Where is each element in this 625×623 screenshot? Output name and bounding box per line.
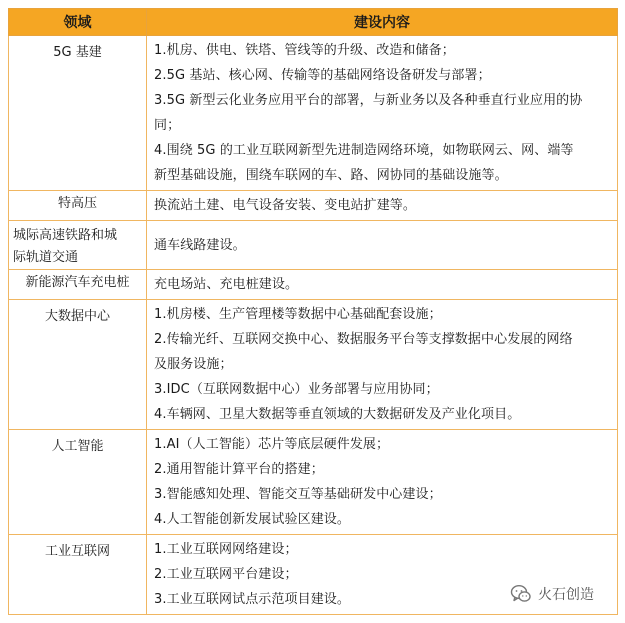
content-line: 3.工业互联网试点示范项目建设。	[154, 592, 351, 607]
content-cell	[147, 270, 618, 300]
content-line: 2.传输光纤、互联网交换中心、数据服务平台等支撑数据中心发展的网络	[154, 332, 573, 347]
table-row	[9, 191, 618, 221]
content-cell	[147, 36, 618, 191]
content-line: 4.车辆网、卫星大数据等垂直领域的大数据研发及产业化项目。	[154, 407, 521, 422]
table-row	[9, 36, 618, 191]
content-line: 同；	[154, 118, 181, 133]
infrastructure-table	[8, 8, 618, 615]
watermark	[510, 583, 594, 605]
content-cell	[147, 221, 618, 270]
content-line: 3.IDC（互联网数据中心）业务部署与应用协同；	[154, 382, 439, 397]
content-cell	[147, 191, 618, 221]
content-line: 2.工业互联网平台建设；	[154, 567, 298, 582]
header-domain: 领域	[9, 9, 147, 36]
content-line: 4.围绕 5G 的工业互联网新型先进制造网络环境，如物联网云、网、端等	[154, 143, 574, 158]
domain-cell: 新能源汽车充电桩	[9, 270, 147, 300]
wechat-icon	[510, 583, 532, 605]
domain-cell: 工业互联网	[9, 535, 147, 615]
domain-cell: 大数据中心	[9, 300, 147, 430]
table-row	[9, 430, 618, 535]
content-line: 及服务设施；	[154, 357, 233, 372]
content-line: 换流站土建、电气设备安装、变电站扩建等。	[154, 198, 417, 213]
content-line: 4.人工智能创新发展试验区建设。	[154, 512, 351, 527]
watermark-text: 火石创造	[538, 587, 594, 603]
table-row	[9, 221, 618, 270]
content-line: 1.AI（人工智能）芯片等底层硬件发展；	[154, 437, 390, 452]
content-line: 1.机房、供电、铁塔、管线等的升级、改造和储备；	[154, 43, 455, 58]
table-row	[9, 270, 618, 300]
header-content: 建设内容	[147, 9, 618, 36]
domain-line: 际轨道交通	[13, 250, 79, 265]
domain-cell: 特高压	[9, 191, 147, 221]
domain-cell: 人工智能	[9, 430, 147, 535]
content-line: 1.机房楼、生产管理楼等数据中心基础配套设施；	[154, 307, 442, 322]
header-row	[9, 9, 618, 36]
content-line: 充电场站、充电桩建设。	[154, 277, 299, 292]
content-line: 3.5G 新型云化业务应用平台的部署，与新业务以及各种垂直行业应用的协	[154, 93, 583, 108]
content-line: 新型基础设施，围绕车联网的车、路、网协同的基础设施等。	[154, 168, 508, 183]
content-cell	[147, 430, 618, 535]
domain-line: 城际高速铁路和城	[13, 228, 118, 243]
content-line: 通车线路建设。	[154, 237, 246, 253]
content-line: 2.5G 基站、核心网、传输等的基础网络设备研发与部署；	[154, 68, 491, 83]
domain-cell: 5G 基建	[9, 36, 147, 191]
content-line: 1.工业互联网网络建设；	[154, 542, 298, 557]
content-line: 2.通用智能计算平台的搭建；	[154, 462, 324, 477]
domain-cell	[9, 221, 147, 270]
content-cell	[147, 300, 618, 430]
content-line: 3.智能感知处理、智能交互等基础研发中心建设；	[154, 487, 442, 502]
table-row	[9, 300, 618, 430]
